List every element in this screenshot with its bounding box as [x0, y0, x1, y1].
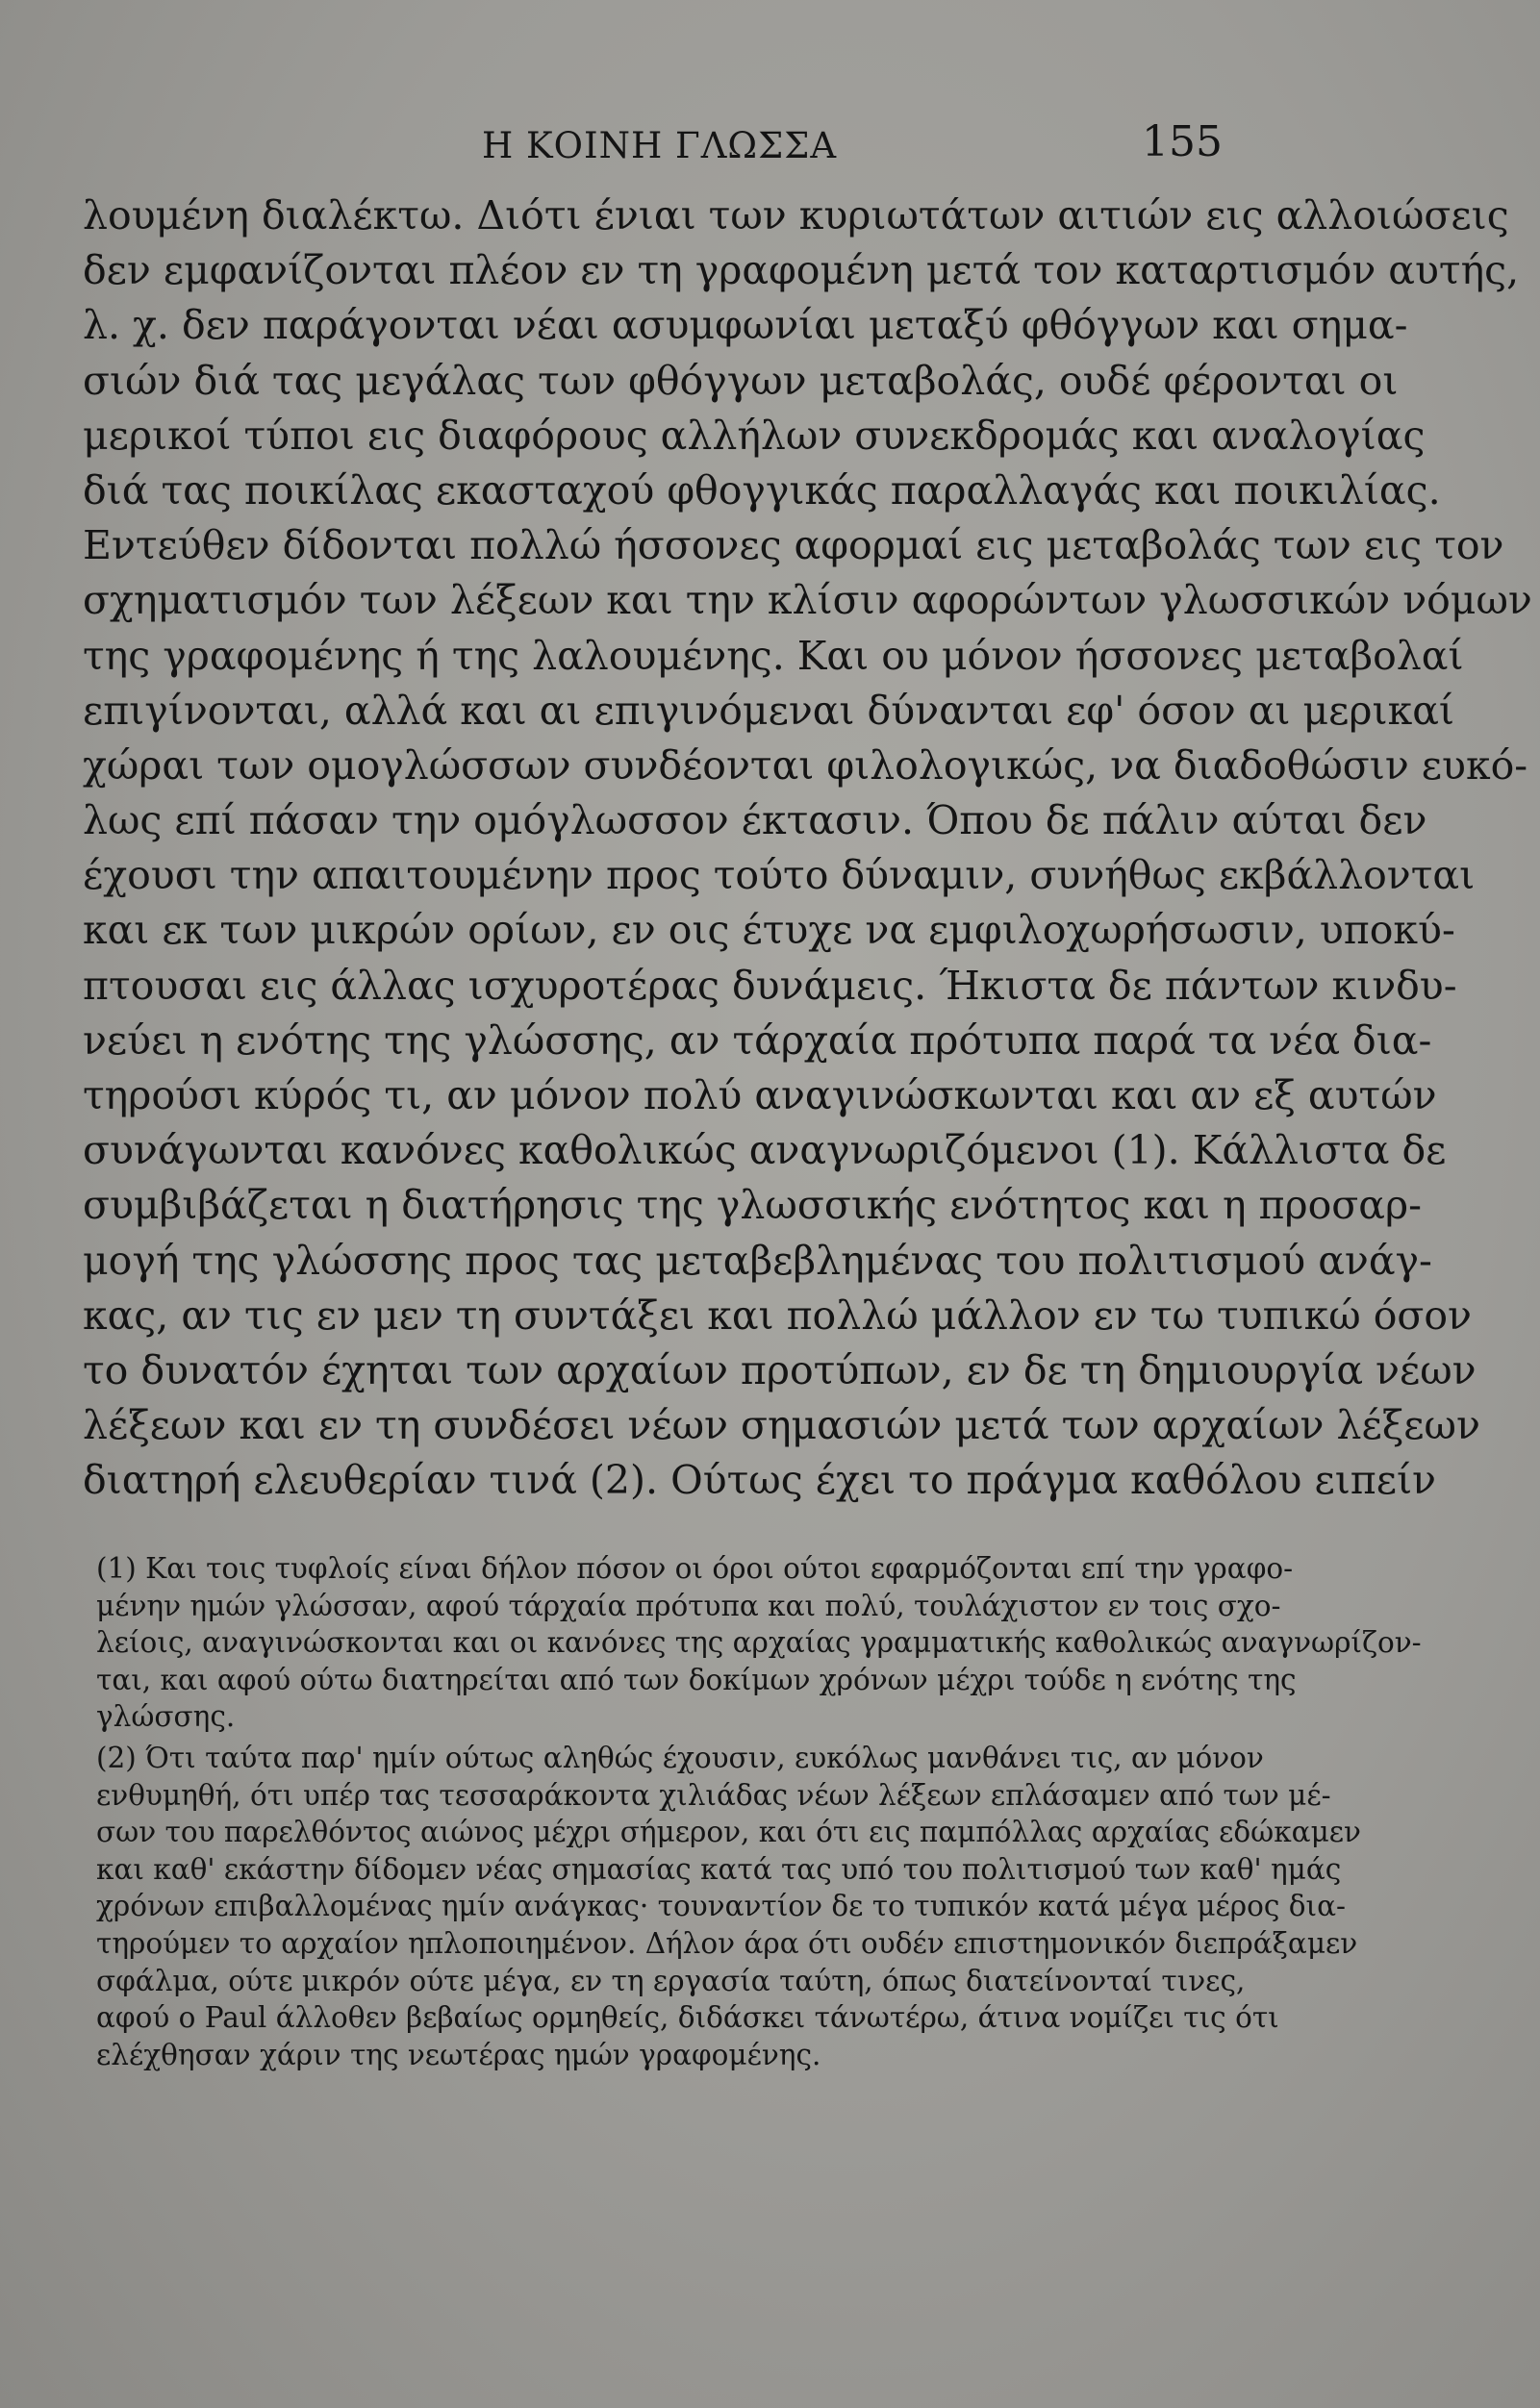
body-line: το δυνατόν έχηται των αρχαίων προτύπων, εν δε τη δημιουργία νέων: [83, 1346, 1477, 1393]
body-line: λουμένη διαλέκτω. Διότι ένιαι των κυριωτάτων αιτιών εις αλλοιώσεις: [83, 192, 1509, 238]
body-line: νεύει η ενότης της γλώσσης, αν τάρχαία πρότυπα παρά τα νέα δια-: [83, 1016, 1432, 1064]
body-line: πτουσαι εις άλλας ισχυροτέρας δυνάμεις. Ήκιστα δε πάντων κινδυ-: [83, 962, 1457, 1009]
body-line: συμβιβάζεται η διατήρησις της γλωσσικής ενότητος και η προσαρ-: [83, 1182, 1422, 1229]
body-line: συνάγωνται κανόνες καθολικώς αναγνωριζόμενοι (1). Κάλλιστα δε: [83, 1127, 1447, 1174]
footnote-line: σφάλμα, ούτε μικρόν ούτε μέγα, εν τη εργασία ταύτη, όπως διατείνονταί τινες,: [96, 1964, 1246, 1997]
body-line: διά τας ποικίλας εκασταχού φθογγικάς παραλλαγάς και ποικιλίας.: [83, 466, 1441, 514]
body-line: έχουσι την απαιτουμένην προς τούτο δύναμιν, συνήθως εκβάλλονται: [83, 852, 1476, 899]
footnote-line: λείοις, αναγινώσκονται και οι κανόνες της αρχαίας γραμματικής καθολικώς αναγνωρίζον-: [96, 1626, 1422, 1660]
footnote-line: χρόνων επιβαλλομένας ημίν ανάγκας· τουναντίον δε το τυπικόν κατά μέγα μέρος δια-: [96, 1890, 1347, 1923]
body-line: και εκ των μικρών ορίων, εν οις έτυχε να εμφιλοχωρήσωσιν, υποκύ-: [83, 907, 1455, 954]
body-line: της γραφομένης ή της λαλουμένης. Και ου μόνον ήσσονες μεταβολαί: [83, 632, 1464, 679]
footnote-line: γλώσσης.: [96, 1700, 236, 1734]
body-line: σχηματισμόν των λέξεων και την κλίσιν αφορώντων γλωσσικών νόμων: [83, 577, 1532, 624]
body-line: λ. χ. δεν παράγονται νέαι ασυμφωνίαι μεταξύ φθόγγων και σημα-: [83, 302, 1408, 349]
footnote-line: ται, και αφού ούτω διατηρείται από των δοκίμων χρόνων μέχρι τούδε η ενότης της: [96, 1663, 1297, 1696]
body-line: σιών διά τας μεγάλας των φθόγγων μεταβολάς, ουδέ φέρονται οι: [83, 357, 1399, 404]
footnote-line: τηρούμεν το αρχαίον ηπλοποιημένον. Δήλον άρα ότι ουδέν επιστημονικόν διεπράξαμεν: [96, 1926, 1358, 1960]
footnote-line: αφού ο Paul άλλοθεν βεβαίως ορμηθείς, διδάσκει τάνωτέρω, άτινα νομίζει τις ότι: [96, 2001, 1279, 2035]
body-text: [83, 188, 1532, 1509]
footnote-line: και καθ' εκάστην δίδομεν νέας σημασίας κατά τας υπό του πολιτισμού των καθ' ημάς: [96, 1852, 1342, 1886]
footnote-line: (1) Και τοις τυφλοίς είναι δήλον πόσον οι όροι ούτοι εφαρμόζονται επί την γραφο-: [96, 1552, 1294, 1585]
footnote-2: [96, 1740, 1361, 2073]
body-line: μερικοί τύποι εις διαφόρους αλλήλων συνεκδρομάς και αναλογίας: [83, 412, 1426, 459]
body-line: κας, αν τις εν μεν τη συντάξει και πολλώ μάλλον εν τω τυπικώ όσον: [83, 1292, 1472, 1339]
footnote-line: μένην ημών γλώσσαν, αφού τάρχαία πρότυπα και πολύ, τουλάχιστον εν τοις σχο-: [96, 1589, 1281, 1622]
body-line: χώραι των ομογλώσσων συνδέονται φιλολογικώς, να διαδοθώσιν ευκό-: [83, 741, 1528, 789]
footnote-1: [96, 1550, 1422, 1736]
running-head: [83, 117, 1223, 175]
body-line: δεν εμφανίζονται πλέον εν τη γραφομένη μετά τον καταρτισμόν αυτής,: [83, 247, 1520, 294]
footnote-line: σων του παρελθόντος αιώνος μέχρι σήμερον, και ότι εις παμπόλλας αρχαίας εδώκαμεν: [96, 1816, 1361, 1849]
body-line: διατηρή ελευθερίαν τινά (2). Ούτως έχει το πράγμα καθόλου ειπείν: [83, 1457, 1436, 1504]
footnote-line: (2) Ότι ταύτα παρ' ημίν ούτως αληθώς έχουσιν, ευκόλως μανθάνει τις, αν μόνον: [96, 1741, 1264, 1774]
body-line: λέξεων και εν τη συνδέσει νέων σημασιών μετά των αρχαίων λέξεων: [83, 1402, 1480, 1449]
header-title: Η ΚΟΙΝΗ ΓΛΩΣΣΑ: [482, 125, 838, 166]
body-line: επιγίνονται, αλλά και αι επιγινόμεναι δύνανται εφ' όσον αι μερικαί: [83, 687, 1454, 734]
footnote-line: ενθυμηθή, ότι υπέρ τας τεσσαράκοντα χιλιάδας νέων λέξεων επλάσαμεν από των μέ-: [96, 1778, 1331, 1812]
body-line: τηρούσι κύρός τι, αν μόνον πολύ αναγινώσκωνται και αν εξ αυτών: [83, 1072, 1437, 1118]
body-line: Εντεύθεν δίδονται πολλώ ήσσονες αφορμαί εις μεταβολάς των εις τον: [83, 522, 1504, 569]
footnotes: [96, 1550, 1422, 2077]
footnote-line: ελέχθησαν χάριν της νεωτέρας ημών γραφομένης.: [96, 2038, 821, 2071]
page-number: 155: [1142, 117, 1223, 166]
body-line: μογή της γλώσσης προς τας μεταβεβλημένας του πολιτισμού ανάγ-: [83, 1237, 1432, 1284]
body-line: λως επί πάσαν την ομόγλωσσον έκτασιν. Όπου δε πάλιν αύται δεν: [83, 797, 1427, 844]
